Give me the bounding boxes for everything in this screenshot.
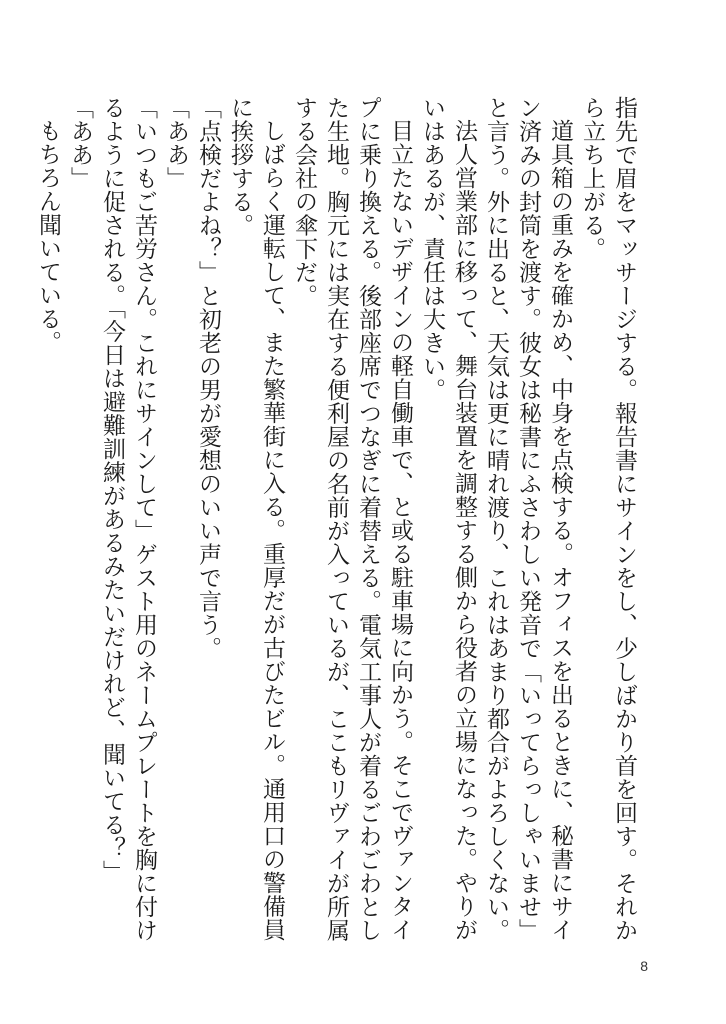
dialogue-line-1: 「点検だよね？」と初老の男が愛想のいい声で言う。 — [195, 96, 221, 660]
paragraph-1: 指先で眉をマッサージする。報告書にサインをし、少しばかり首を回す。それから立ち上がる。 — [579, 96, 637, 942]
dialogue-line-3: 「いつもご苦労さん。これにサインして」ゲスト用のネームプレートを胸に付けるように促される。「今日は避難訓練があるみたいだけれど、聞いてる？」 — [99, 96, 157, 942]
dialogue-line-4: 「ああ」 — [67, 96, 93, 190]
paragraph-5: しばらく運転して、また繁華街に入る。重厚だが古びたビル。通用口の警備員に挨拶する。 — [227, 96, 285, 942]
paragraph-4: 目立たないデザインの軽自働車で、と或る駐車場に向かう。そこでヴァンタイプに乗り換える。後部座席でつなぎに着替える。電気工事人が着るごわごわとした生地。胸元には実在する便利屋の名前が入っているが、ここもリヴァイが所属する会社の傘下だ。 — [291, 96, 413, 942]
page-number: 8 — [640, 958, 648, 974]
dialogue-line-2: 「ああ」 — [163, 96, 189, 190]
paragraph-2: 道具箱の重みを確かめ、中身を点検する。オフィスを出るときに、秘書にサイン済みの封筒を渡す。彼女は秘書にふさわしい発音で「いってらっしゃいませ」と言う。外に出ると、天気は更に晴れ渡り、これはあまり都合がよろしくない。 — [483, 96, 573, 942]
paragraph-3: 法人営業部に移って、舞台装置を調整する側から役者の立場になった。やりがいはあるが、責任は大きい。 — [419, 96, 477, 942]
vertical-text-body — [32, 96, 640, 956]
paragraph-6: もちろん聞いている。 — [35, 119, 61, 354]
